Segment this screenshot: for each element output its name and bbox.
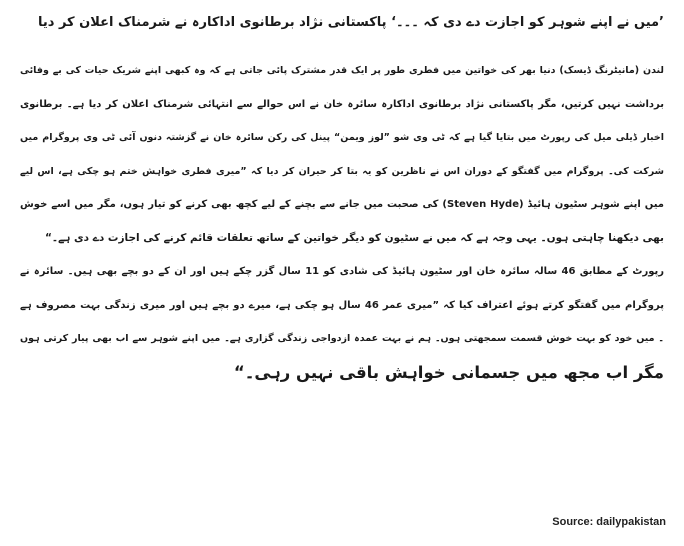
article-line: رپورٹ کے مطابق 46 سالہ سائرہ خان اور سٹیون ہائیڈ کی شادی کو 11 سال گزر چکے ہیں اور ان کے دو بچے بھی ہیں۔ سائرہ نے xyxy=(20,266,664,277)
article-line: لندن (مانیٹرنگ ڈیسک) دنیا بھر کی خواتین میں فطری طور پر ایک قدر مشترک پائی جاتی ہے کہ وہ کبھی اپنے شریک حیات کی بے وفائی xyxy=(20,65,664,76)
article-line: برداشت نہیں کرتیں، مگر پاکستانی نژاد برطانوی اداکارہ سائرہ خان نے اس حوالے سے انتہائی شرمناک اعلان کر دیا ہے۔ برطانوی xyxy=(20,98,664,110)
article-line: اخبار ڈیلی میل کی رپورٹ میں بتایا گیا ہے کہ ٹی وی شو ”لوز ویمن“ پینل کی رکن سائرہ خان نے گزشتہ دنوں آئی ٹی وی پروگرام میں xyxy=(20,132,664,143)
article-headline: ’میں نے اپنے شوہر کو اجازت دے دی کہ ۔۔۔‘ پاکستانی نژاد برطانوی اداکارہ نے شرمناک اعلان کر دیا xyxy=(38,15,664,30)
article-line: شرکت کی۔ پروگرام میں گفتگو کے دوران اس نے ناظرین کو یہ بتا کر حیران کر دیا کہ ”میری فطری خواہش ختم ہو چکی ہے، اس لیے xyxy=(20,165,664,177)
article-body xyxy=(20,54,664,389)
article-line: میں اپنے شوہر سٹیون ہائیڈ (Steven Hyde) کی صحبت میں جانے سے بچنے کے لیے کچھ بھی کرنے کو تیار ہوں، مگر میں اسے خوش xyxy=(20,199,664,210)
article xyxy=(20,6,664,389)
source-credit: Source: dailypakistan xyxy=(552,516,666,528)
article-line: مگر اب مجھ میں جسمانی خواہش باقی نہیں رہی۔“ xyxy=(233,362,664,382)
article-line: ۔ میں خود کو بہت خوش قسمت سمجھتی ہوں۔ ہم نے بہت عمدہ ازدواجی زندگی گزاری ہے۔ میں اپنے شوہر سے اب بھی پیار کرتی ہوں xyxy=(20,333,664,344)
article-line: بھی دیکھنا چاہتی ہوں۔ یہی وجہ ہے کہ میں نے سٹیون کو دیگر خواتین کے ساتھ تعلقات قائم کرنے کی اجازت دے دی ہے۔“ xyxy=(45,231,664,244)
article-line: پروگرام میں گفتگو کرتے ہوئے اعتراف کیا کہ ”میری عمر 46 سال ہو چکی ہے، میرے دو بچے ہیں اور میری زندگی بہت مصروف ہے xyxy=(20,299,664,311)
